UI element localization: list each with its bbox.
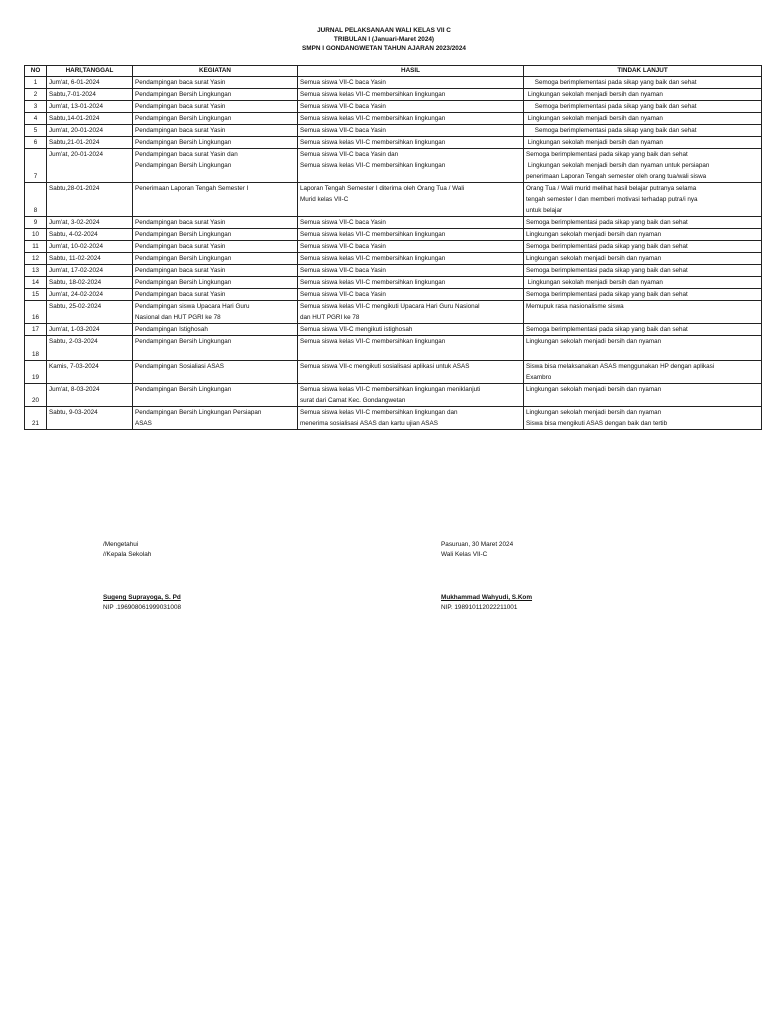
row-number-cell: 8: [25, 183, 47, 217]
kegiatan-cell-line: Pendampingan Bersih Lingkungan: [135, 255, 232, 262]
hasil-cell: [298, 137, 524, 149]
principal-nip: NIP .196908061999031008: [103, 604, 182, 611]
hasil-cell: [298, 183, 524, 217]
hasil-cell: [298, 253, 524, 265]
hasil-cell-line: dan HUT PGRI ke 78: [300, 314, 360, 321]
table-row: [25, 149, 762, 183]
kegiatan-cell-line: Pendampingan baca surat Yasin: [135, 103, 226, 110]
column-header-kegiatan: KEGIATAN: [133, 66, 298, 77]
tindak-lanjut-cell: [524, 241, 762, 253]
table-row: [25, 361, 762, 384]
kegiatan-cell: [133, 77, 298, 89]
kegiatan-cell: [133, 101, 298, 113]
title-line-3: SMPN I GONDANGWETAN TAHUN AJARAN 2023/2024: [302, 45, 466, 52]
tindak-lanjut-cell-line: Semoga berimplementasi pada sikap yang baik dan sehat: [526, 79, 697, 86]
kegiatan-cell-line: Pendampingan baca surat Yasin: [135, 291, 226, 298]
tindak-lanjut-cell: [524, 77, 762, 89]
tindak-lanjut-cell-line: Lingkungan sekolah menjadi bersih dan nyaman: [526, 338, 662, 345]
hasil-cell: [298, 277, 524, 289]
table-row: [25, 289, 762, 301]
kegiatan-cell-line: Pendampingan baca surat Yasin: [135, 219, 226, 226]
tindak-lanjut-cell-line: Semoga berimplementasi pada sikap yang baik dan sehat: [526, 267, 688, 274]
hasil-cell-line: Semua siswa VII-C baca Yasin: [300, 127, 386, 134]
kegiatan-cell: [133, 137, 298, 149]
date-cell: Sabtu, 18-02-2024: [47, 277, 133, 289]
date-cell: Jum'at, 24-02-2024: [47, 289, 133, 301]
table-row: [25, 277, 762, 289]
kegiatan-cell: [133, 361, 298, 384]
kegiatan-cell: [133, 125, 298, 137]
kegiatan-cell-line: Pendampingan Bersih Lingkungan: [135, 162, 232, 169]
hasil-cell: [298, 113, 524, 125]
tindak-lanjut-cell-line: untuk belajar: [526, 207, 563, 214]
homeroom-label: Wali Kelas VII-C: [441, 551, 488, 558]
tindak-lanjut-cell: [524, 229, 762, 241]
place-date: Pasuruan, 30 Maret 2024: [441, 541, 514, 548]
kegiatan-cell-line: Pendampingan Bersih Lingkungan Persiapan: [135, 409, 262, 416]
tindak-lanjut-cell: [524, 384, 762, 407]
hasil-cell: [298, 384, 524, 407]
kegiatan-cell-line: Pendampingan baca surat Yasin: [135, 267, 226, 274]
row-number-cell: 4: [25, 113, 47, 125]
hasil-cell-line: Semua siswa kelas VII-C membersihkan lingkungan: [300, 231, 446, 238]
tindak-lanjut-cell-line: Lingkungan sekolah menjadi bersih dan nyaman: [526, 115, 663, 122]
tindak-lanjut-cell: [524, 137, 762, 149]
row-number-cell: 12: [25, 253, 47, 265]
tindak-lanjut-cell-line: Lingkungan sekolah menjadi bersih dan nyaman: [526, 255, 662, 262]
hasil-cell: [298, 241, 524, 253]
date-cell: Sabtu,21-01-2024: [47, 137, 133, 149]
date-cell: Sabtu, 11-02-2024: [47, 253, 133, 265]
hasil-cell-line: Semua siswa kelas VII-C membersihkan lingkungan: [300, 91, 446, 98]
date-cell: Jum'at, 17-02-2024: [47, 265, 133, 277]
hasil-cell-line: Semua siswa VII-C baca Yasin: [300, 267, 386, 274]
kegiatan-cell: [133, 149, 298, 183]
table-row: [25, 137, 762, 149]
date-cell: Jum'at, 20-01-2024: [47, 149, 133, 183]
journal-table: [24, 65, 762, 430]
row-number-cell: 7: [25, 149, 47, 183]
table-row: [25, 89, 762, 101]
tindak-lanjut-cell: [524, 149, 762, 183]
kegiatan-cell-line: Pendampingan baca surat Yasin: [135, 243, 226, 250]
kegiatan-cell-line: Penerimaan Laporan Tengah Semester I: [135, 185, 249, 192]
row-number-cell: 20: [25, 384, 47, 407]
hasil-cell: [298, 89, 524, 101]
row-number-cell: 15: [25, 289, 47, 301]
table-row: [25, 101, 762, 113]
tindak-lanjut-cell-line: Lingkungan sekolah menjadi bersih dan nyaman: [526, 91, 663, 98]
date-cell: Sabtu,14-01-2024: [47, 113, 133, 125]
table-row: [25, 113, 762, 125]
table-row: [25, 324, 762, 336]
kegiatan-cell: [133, 407, 298, 430]
column-header-tindak-lanjut: TINDAK LANJUT: [524, 66, 762, 77]
hasil-cell-line: Semua siswa VII-C baca Yasin: [300, 243, 386, 250]
hasil-cell: [298, 324, 524, 336]
hasil-cell-line: Semua siswa kelas VII-C membersihkan lingkungan dan: [300, 409, 458, 416]
kegiatan-cell-line: Pendampingan Bersih Lingkungan: [135, 139, 232, 146]
kegiatan-cell-line: Pendampingan Bersih Lingkungan: [135, 279, 232, 286]
hasil-cell-line: Semua siswa VII-C baca Yasin: [300, 103, 386, 110]
tindak-lanjut-cell: [524, 183, 762, 217]
tindak-lanjut-cell-line: Semoga berimplementasi pada sikap yang baik dan sehat: [526, 127, 697, 134]
date-cell: Sabtu,7-01-2024: [47, 89, 133, 101]
tindak-lanjut-cell-line: Semoga berimplementasi pada sikap yang baik dan sehat: [526, 219, 688, 226]
tindak-lanjut-cell: [524, 101, 762, 113]
signature-right: [441, 540, 532, 613]
kegiatan-cell: [133, 336, 298, 361]
row-number-cell: 11: [25, 241, 47, 253]
tindak-lanjut-cell: [524, 336, 762, 361]
row-number-cell: 21: [25, 407, 47, 430]
row-number-cell: 14: [25, 277, 47, 289]
kegiatan-cell-line: Pendampingan Bersih Lingkungan: [135, 231, 232, 238]
tindak-lanjut-cell-line: Orang Tua / Wali murid melihat hasil belajar putranya selama: [526, 185, 697, 192]
hasil-cell: [298, 336, 524, 361]
kegiatan-cell-line: ASAS: [135, 420, 152, 427]
kegiatan-cell: [133, 289, 298, 301]
hasil-cell-line: Murid kelas VII-C: [300, 196, 349, 203]
row-number-cell: 13: [25, 265, 47, 277]
hasil-cell: [298, 101, 524, 113]
hasil-cell: [298, 301, 524, 324]
principal-label: //Kepala Sekolah: [103, 551, 152, 558]
row-number-cell: 9: [25, 217, 47, 229]
tindak-lanjut-cell-line: penerimaan Laporan Tengah semester oleh orang tua/wali siswa: [526, 173, 707, 180]
tindak-lanjut-cell-line: Lingkungan sekolah menjadi bersih dan nyaman: [526, 409, 662, 416]
tindak-lanjut-cell-line: Siswa bisa melaksanakan ASAS menggunakan HP dengan aplikasi: [526, 363, 715, 370]
tindak-lanjut-cell-line: Semoga berimplementasi pada sikap yang baik dan sehat: [526, 103, 697, 110]
table-row: [25, 241, 762, 253]
hasil-cell-line: Semua siswa kelas VII-C membersihkan lingkungan: [300, 338, 446, 345]
date-cell: Sabtu, 9-03-2024: [47, 407, 133, 430]
row-number-cell: 16: [25, 301, 47, 324]
kegiatan-cell: [133, 217, 298, 229]
kegiatan-cell-line: Pendampingan siswa Upacara Hari Guru: [135, 303, 250, 310]
column-header-hasil: HASIL: [298, 66, 524, 77]
date-cell: Jum'at, 20-01-2024: [47, 125, 133, 137]
row-number-cell: 6: [25, 137, 47, 149]
table-row: [25, 183, 762, 217]
kegiatan-cell-line: Pendampingan Sosialiasi ASAS: [135, 363, 224, 370]
hasil-cell: [298, 149, 524, 183]
kegiatan-cell: [133, 89, 298, 101]
date-cell: Jum'at, 13-01-2024: [47, 101, 133, 113]
row-number-cell: 5: [25, 125, 47, 137]
table-body: [25, 77, 762, 430]
row-number-cell: 3: [25, 101, 47, 113]
hasil-cell-line: Semua siswa VII-C mengikuti istighosah: [300, 326, 413, 333]
hasil-cell-line: Semua siswa kelas VII-C membersihkan lingkungan: [300, 139, 446, 146]
table-row: [25, 301, 762, 324]
tindak-lanjut-cell: [524, 113, 762, 125]
tindak-lanjut-cell-line: Lingkungan sekolah menjadi bersih dan nyaman: [526, 139, 663, 146]
kegiatan-cell: [133, 277, 298, 289]
hasil-cell-line: Semua siswa VII-C baca Yasin dan: [300, 151, 399, 158]
table-row: [25, 77, 762, 89]
hasil-cell-line: menerima sosialisasi ASAS dan kartu ujian ASAS: [300, 420, 438, 427]
date-cell: Jum'at, 3-02-2024: [47, 217, 133, 229]
date-cell: Sabtu, 2-03-2024: [47, 336, 133, 361]
hasil-cell-line: Semua siswa kelas VII-C mengikuti Upacara Hari Guru Nasional: [300, 303, 480, 310]
date-cell: Jum'at, 10-02-2024: [47, 241, 133, 253]
row-number-cell: 10: [25, 229, 47, 241]
date-cell: Jum'at, 6-01-2024: [47, 77, 133, 89]
kegiatan-cell-line: Pendampingan Bersih Lingkungan: [135, 115, 232, 122]
column-header-date: HARI,TANGGAL: [47, 66, 133, 77]
date-cell: Sabtu,28-01-2024: [47, 183, 133, 217]
kegiatan-cell-line: Pendampingan Bersih Lingkungan: [135, 91, 232, 98]
tindak-lanjut-cell: [524, 217, 762, 229]
hasil-cell: [298, 229, 524, 241]
kegiatan-cell-line: Pendampingan Istighosah: [135, 326, 208, 333]
hasil-cell-line: Laporan Tengah Semester I diterima oleh Orang Tua / Wali: [300, 185, 465, 192]
tindak-lanjut-cell: [524, 361, 762, 384]
acknowledged-label: /Mengetahui: [103, 541, 139, 548]
tindak-lanjut-cell: [524, 407, 762, 430]
tindak-lanjut-cell-line: Semoga berimplementasi pada sikap yang baik dan sehat: [526, 291, 688, 298]
table-row: [25, 217, 762, 229]
hasil-cell-line: surat dari Camat Kec. Gondangwetan: [300, 397, 406, 404]
date-cell: Sabtu, 4-02-2024: [47, 229, 133, 241]
kegiatan-cell-line: Pendampingan Bersih Lingkungan: [135, 386, 232, 393]
row-number-cell: 18: [25, 336, 47, 361]
tindak-lanjut-cell: [524, 289, 762, 301]
table-row: [25, 336, 762, 361]
kegiatan-cell-line: Pendampingan baca surat Yasin: [135, 79, 226, 86]
hasil-cell: [298, 407, 524, 430]
title-line-1: JURNAL PELAKSANAAN WALI KELAS VII C: [317, 27, 451, 34]
kegiatan-cell-line: Nasional dan HUT PGRI ke 78: [135, 314, 221, 321]
hasil-cell: [298, 125, 524, 137]
tindak-lanjut-cell: [524, 277, 762, 289]
hasil-cell-line: Semua siswa kelas VII-C membersihkan lingkungan: [300, 255, 446, 262]
tindak-lanjut-cell-line: Exambro: [526, 374, 552, 381]
table-row: [25, 384, 762, 407]
kegiatan-cell: [133, 113, 298, 125]
tindak-lanjut-cell-line: Memupuk rasa nasionalisme siswa: [526, 303, 624, 310]
kegiatan-cell: [133, 384, 298, 407]
hasil-cell-line: Semua siswa kelas VII-C membersihkan lingkungan meniklanjuti: [300, 386, 481, 393]
tindak-lanjut-cell: [524, 265, 762, 277]
tindak-lanjut-cell-line: Lingkungan sekolah menjadi bersih dan nyaman untuk persiapan: [526, 162, 710, 169]
hasil-cell: [298, 217, 524, 229]
table-row: [25, 407, 762, 430]
kegiatan-cell: [133, 265, 298, 277]
date-cell: Sabtu, 25-02-2024: [47, 301, 133, 324]
hasil-cell: [298, 265, 524, 277]
column-header-no: NO: [25, 66, 47, 77]
hasil-cell-line: Semua siswa kelas VII-C membersihkan lingkungan: [300, 115, 446, 122]
hasil-cell-line: Semua siswa VII-C baca Yasin: [300, 219, 386, 226]
principal-name: Sugeng Suprayoga, S. Pd: [103, 594, 181, 601]
tindak-lanjut-cell-line: Semoga berimplementasi pada sikap yang baik dan sehat: [526, 326, 688, 333]
hasil-cell-line: Semua siswa kelas VII-C membersihkan lingkungan: [300, 279, 446, 286]
table-row: [25, 125, 762, 137]
tindak-lanjut-cell: [524, 253, 762, 265]
date-cell: Jum'at, 8-03-2024: [47, 384, 133, 407]
tindak-lanjut-cell-line: tengah semester I dan memberi motivasi terhadap putra/i nya: [526, 196, 698, 203]
tindak-lanjut-cell-line: Lingkungan sekolah menjadi bersih dan nyaman: [526, 279, 663, 286]
tindak-lanjut-cell: [524, 324, 762, 336]
title-line-2: TRIBULAN I (Januari-Maret 2024): [333, 36, 435, 43]
tindak-lanjut-cell: [524, 125, 762, 137]
table-row: [25, 265, 762, 277]
row-number-cell: 17: [25, 324, 47, 336]
hasil-cell: [298, 77, 524, 89]
tindak-lanjut-cell-line: Semoga berimplementasi pada sikap yang baik dan sehat: [526, 243, 688, 250]
row-number-cell: 1: [25, 77, 47, 89]
table-row: [25, 253, 762, 265]
tindak-lanjut-cell: [524, 301, 762, 324]
table-row: [25, 229, 762, 241]
kegiatan-cell: [133, 183, 298, 217]
kegiatan-cell: [133, 241, 298, 253]
tindak-lanjut-cell-line: Siswa bisa mengikuti ASAS dengan baik dan tertib: [526, 420, 668, 427]
kegiatan-cell: [133, 229, 298, 241]
hasil-cell: [298, 289, 524, 301]
document-title: [0, 26, 768, 53]
tindak-lanjut-cell-line: Lingkungan sekolah menjadi bersih dan nyaman: [526, 386, 662, 393]
kegiatan-cell-line: Pendampingan Bersih Lingkungan: [135, 338, 232, 345]
hasil-cell: [298, 361, 524, 384]
kegiatan-cell: [133, 324, 298, 336]
date-cell: Jum'at, 1-03-2024: [47, 324, 133, 336]
homeroom-teacher-nip: NIP. 198910112022211001: [441, 604, 518, 611]
tindak-lanjut-cell-line: Semoga berimplementasi pada sikap yang baik dan sehat: [526, 151, 688, 158]
hasil-cell-line: Semua siswa VII-C baca Yasin: [300, 291, 386, 298]
kegiatan-cell-line: Pendampingan baca surat Yasin: [135, 127, 226, 134]
kegiatan-cell-line: Pendampingan baca surat Yasin dan: [135, 151, 238, 158]
kegiatan-cell: [133, 253, 298, 265]
homeroom-teacher-name: Mukhammad Wahyudi, S.Kom: [441, 594, 533, 601]
table-header-row: [25, 66, 762, 77]
row-number-cell: 19: [25, 361, 47, 384]
tindak-lanjut-cell: [524, 89, 762, 101]
hasil-cell-line: Semua siswa VII-C baca Yasin: [300, 79, 386, 86]
row-number-cell: 2: [25, 89, 47, 101]
hasil-cell-line: Semua siswa kelas VII-C membersihkan lingkungan: [300, 162, 446, 169]
kegiatan-cell: [133, 301, 298, 324]
date-cell: Kamis, 7-03-2024: [47, 361, 133, 384]
hasil-cell-line: Semua siswa VII-c mengikuti sosialisasi aplikasi untuk ASAS: [300, 363, 470, 370]
signature-left: [103, 540, 181, 613]
tindak-lanjut-cell-line: Lingkungan sekolah menjadi bersih dan nyaman: [526, 231, 662, 238]
